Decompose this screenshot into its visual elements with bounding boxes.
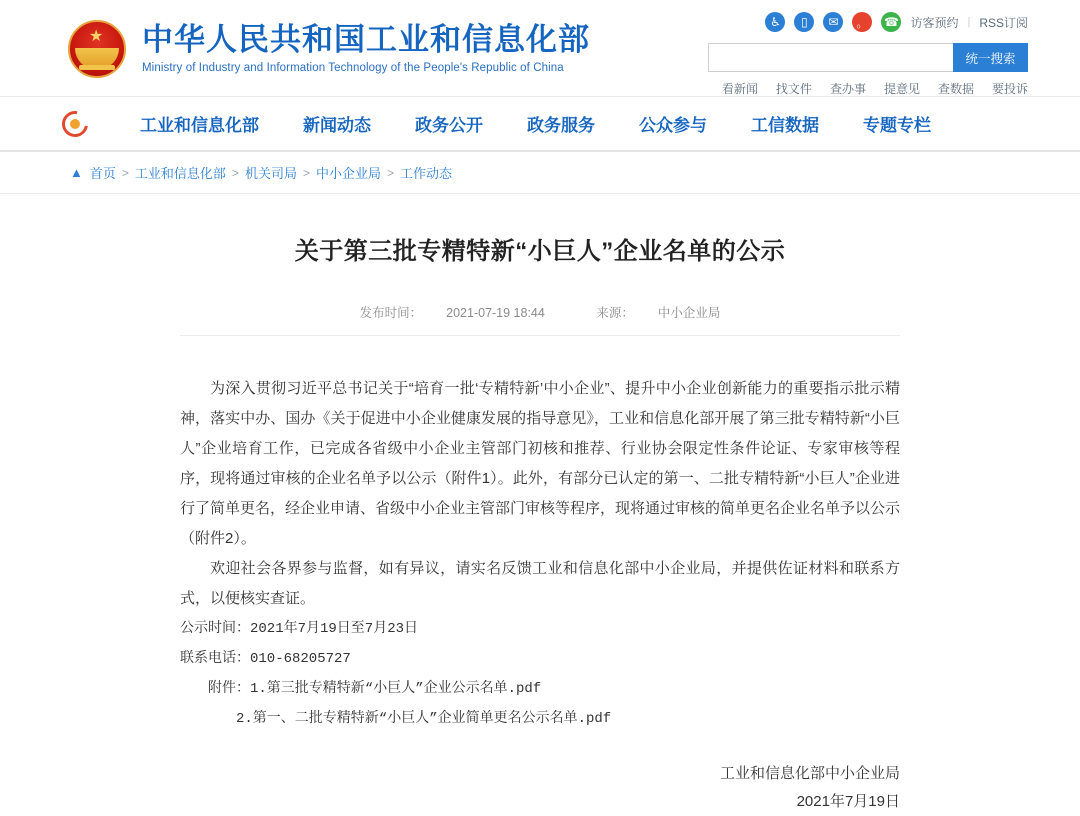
weibo-icon[interactable]: 。 bbox=[852, 12, 872, 32]
wechat-icon[interactable]: ☎ bbox=[881, 12, 901, 32]
mail-icon[interactable]: ✉ bbox=[823, 12, 843, 32]
accessibility-icon[interactable]: ♿ bbox=[765, 12, 785, 32]
nav-item-government-affairs-disclosure[interactable]: 政务公开 bbox=[415, 116, 483, 135]
search-input[interactable] bbox=[708, 43, 953, 72]
quick-link-news[interactable]: 看新闻 bbox=[721, 82, 758, 96]
publish-time-label: 发布时间： 2021-07-19 18:44 bbox=[359, 306, 545, 320]
breadcrumb-home[interactable]: 首页 bbox=[89, 166, 116, 181]
breadcrumb-separator: > bbox=[386, 165, 394, 180]
header-utility-area bbox=[708, 10, 1028, 97]
signature-date: 2021年7月19日 bbox=[796, 793, 900, 810]
breadcrumb-current: 工作动态 bbox=[400, 166, 453, 181]
breadcrumb-separator: > bbox=[231, 165, 239, 180]
nav-item-government-services[interactable]: 政务服务 bbox=[527, 116, 595, 135]
emblem-bar bbox=[79, 65, 115, 70]
nav-logo-icon bbox=[62, 111, 88, 137]
article-meta bbox=[180, 303, 900, 336]
national-emblem-icon bbox=[66, 18, 128, 80]
signature-org: 工业和信息化部中小企业局 bbox=[719, 765, 900, 782]
nav-item-industry-data[interactable]: 工信数据 bbox=[751, 116, 819, 135]
attachment-1-link[interactable]: 附件：1.第三批专精特新“小巨人”企业公示名单.pdf bbox=[208, 681, 542, 697]
article bbox=[180, 194, 900, 816]
breadcrumb-item-departments[interactable]: 机关司局 bbox=[244, 166, 297, 181]
quick-link-data[interactable]: 查数据 bbox=[937, 82, 974, 96]
breadcrumb-separator: > bbox=[302, 165, 310, 180]
quick-links bbox=[708, 80, 1028, 97]
site-brand[interactable] bbox=[66, 18, 590, 80]
quick-link-suggestions[interactable]: 提意见 bbox=[883, 82, 920, 96]
breadcrumb-item-sme-bureau[interactable]: 中小企业局 bbox=[315, 166, 381, 181]
attachment-2-link[interactable]: 2.第一、二批专精特新“小巨人”企业简单更名公示名单.pdf bbox=[236, 711, 612, 727]
breadcrumb bbox=[0, 152, 1080, 194]
quick-link-documents[interactable]: 找文件 bbox=[775, 82, 812, 96]
page-title: 关于第三批专精特新“小巨人”企业名单的公示 bbox=[294, 238, 786, 265]
nav-item-ministry[interactable]: 工业和信息化部 bbox=[140, 116, 259, 135]
paragraph-1: 为深入贯彻习近平总书记关于“培育一批‘专精特新’中小企业”、提升中小企业创新能力的重要指示批示精神，落实中办、国办《关于促进中小企业健康发展的指导意见》，工业和信息化部开展了第三批专精特新“小巨人”企业培育工作，已完成各省级中小企业主管部门初核和推荐、行业协会限定性条件论证、专家审核等程序，现将通过审核的企业名单予以公示（附件1）。此外，有部分已认定的第一、二批专精特新“小巨人”企业进行了简单更名，经企业申请、省级中小企业主管部门审核等程序，现将通过审核的简单更名企业名单予以公示（附件2）。 bbox=[180, 380, 901, 547]
rss-link[interactable]: RSS订阅 bbox=[979, 15, 1028, 30]
site-header bbox=[0, 0, 1080, 97]
main-navigation bbox=[0, 97, 1080, 152]
site-title-en: Ministry of Industry and Information Technology of the People's Republic of China bbox=[142, 62, 564, 74]
visitor-reservation-link[interactable]: 访客预约 bbox=[910, 15, 959, 30]
breadcrumb-item-ministry[interactable]: 工业和信息化部 bbox=[134, 166, 226, 181]
paragraph-2: 欢迎社会各界参与监督，如有异议，请实名反馈工业和信息化部中小企业局，并提供佐证材料和联系方式，以便核实查证。 bbox=[180, 560, 900, 607]
header-separator: | bbox=[967, 16, 971, 28]
nav-item-news[interactable]: 新闻动态 bbox=[303, 116, 371, 135]
signature bbox=[180, 760, 900, 816]
quick-link-services[interactable]: 查办事 bbox=[829, 82, 866, 96]
search-button[interactable]: 统一搜索 bbox=[953, 43, 1028, 72]
nav-item-public-participation[interactable]: 公众参与 bbox=[639, 116, 707, 135]
site-title-block bbox=[142, 21, 590, 77]
contact-phone: 联系电话：010-68205727 bbox=[180, 651, 351, 667]
site-title-cn: 中华人民共和国工业和信息化部 bbox=[142, 22, 590, 57]
home-icon: ▲ bbox=[70, 165, 83, 180]
notice-period: 公示时间：2021年7月19日至7月23日 bbox=[180, 621, 419, 637]
mobile-icon[interactable]: ▯ bbox=[794, 12, 814, 32]
breadcrumb-separator: > bbox=[121, 165, 129, 180]
header-icon-row bbox=[708, 10, 1028, 34]
article-body bbox=[180, 374, 900, 734]
nav-item-special-topics[interactable]: 专题专栏 bbox=[863, 116, 931, 135]
quick-link-complaints[interactable]: 要投诉 bbox=[991, 82, 1028, 96]
nav-logo-dot bbox=[70, 119, 80, 129]
source-label: 来源： 中小企业局 bbox=[596, 306, 721, 320]
emblem-star: ★ bbox=[89, 28, 104, 45]
search-box bbox=[708, 43, 1028, 72]
